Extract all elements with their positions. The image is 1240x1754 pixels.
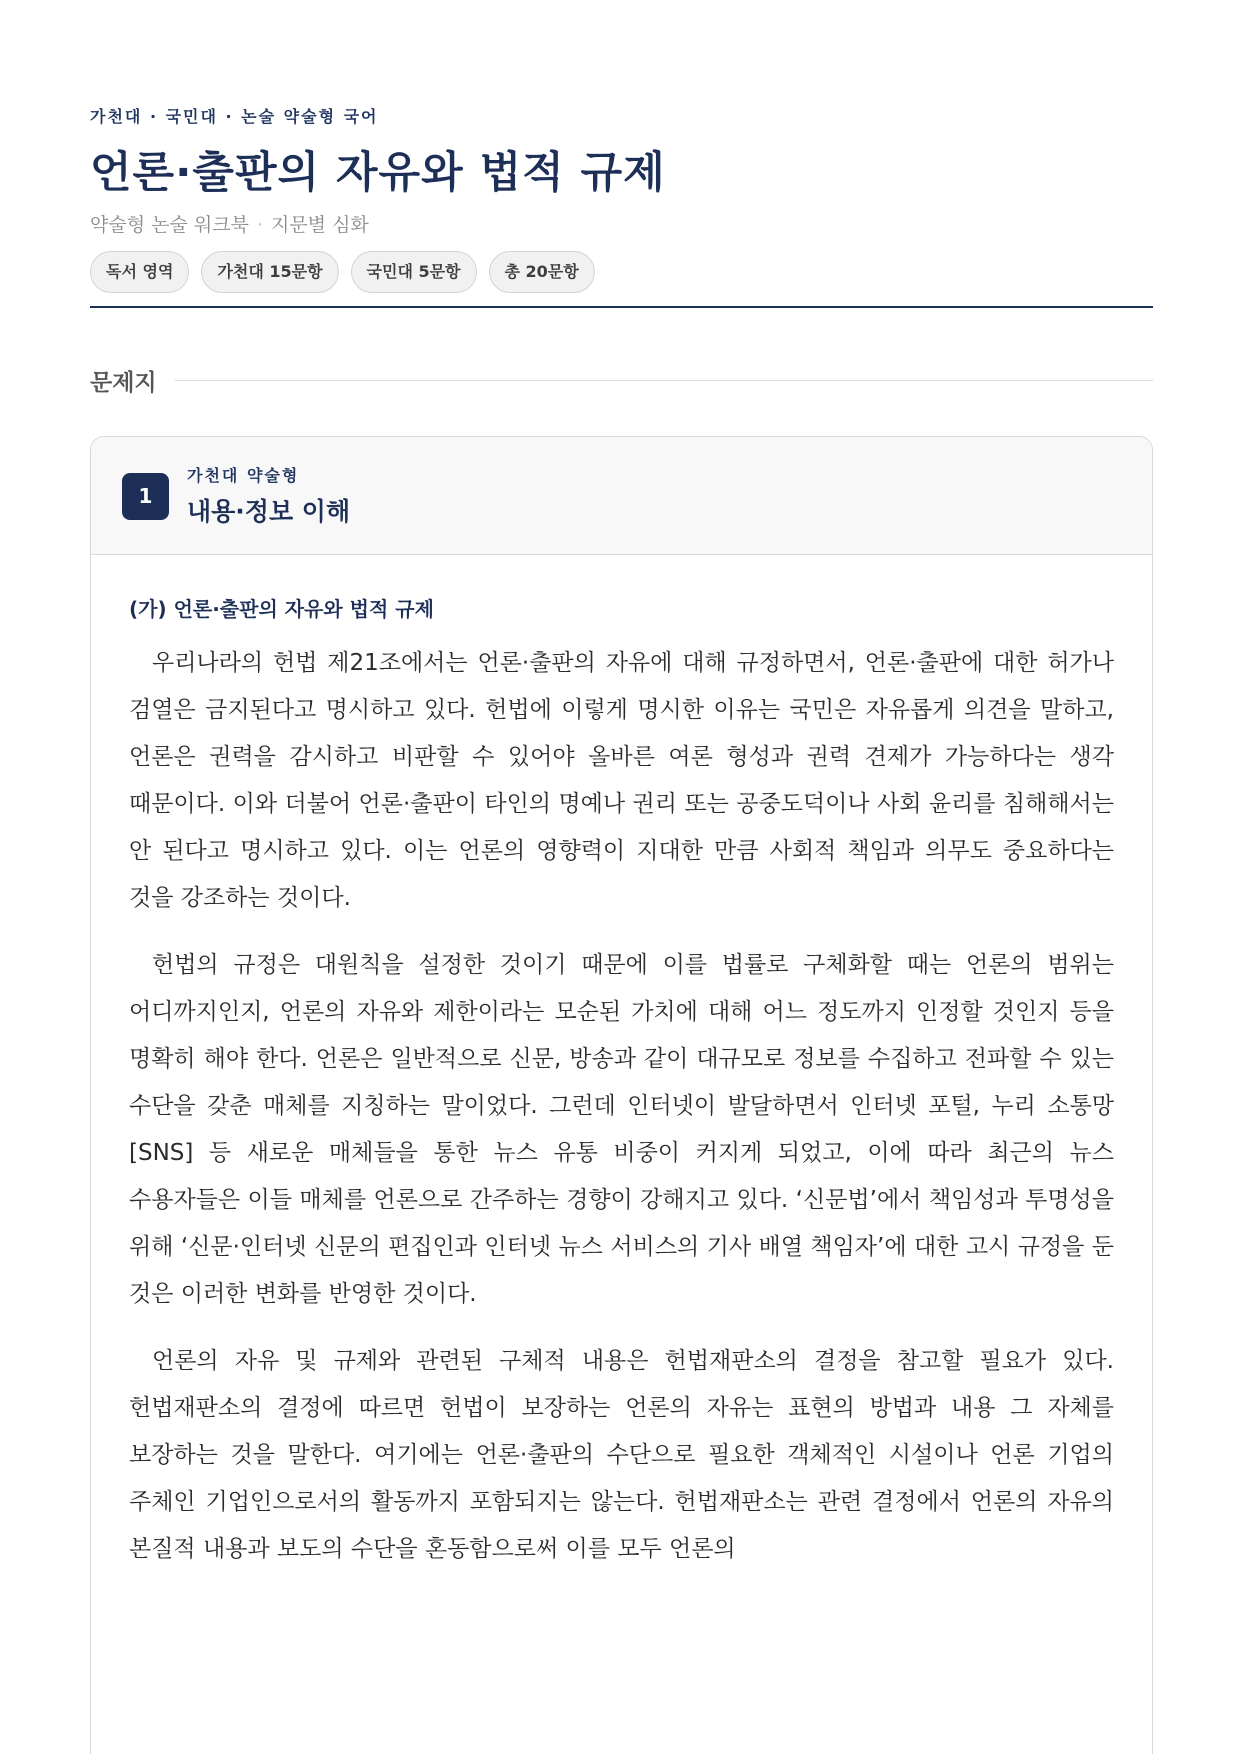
page-title: 언론·출판의 자유와 법적 규제: [90, 148, 666, 198]
passage-paragraph-2: 헌법의 규정은 대원칙을 설정한 것이기 때문에 이를 법률로 구체화할 때는 언론의 범위는 어디까지인지, 언론의 자유와 제한이라는 모순된 가치에 대해 어느 정도까지 인정할 것인지 등을 명확히 해야 한다. 언론은 일반적으로 신문, 방송과 같이 대규모로 정보를 수집하고 전파할 수 있는 수단을 갖춘 매체를 지칭하는 말이었다. 그런데 인터넷이 발달하면서 인터넷 포털, 누리 소통망[SNS] 등 새로운 매체들을 통한 뉴스 유통 비중이 커지게 되었고, 이에 따라 최근의 뉴스 수용자들은 이들 매체를 언론으로 간주하는 경향이 강해지고 있다. ‘신문법’에서 책임성과 투명성을 위해 ‘신문·인터넷 신문의 편집인과 인터넷 뉴스 서비스의 기사 배열 책임자’에 대한 고시 규정을 둔 것은 이러한 변화를 반영한 것이다.: [129, 952, 1114, 1307]
passage-paragraph-1: 우리나라의 헌법 제21조에서는 언론·출판의 자유에 대해 규정하면서, 언론·출판에 대한 허가나 검열은 금지된다고 명시하고 있다. 헌법에 이렇게 명시한 이유는 국민은 자유롭게 의견을 말하고, 언론은 권력을 감시하고 비판할 수 있어야 올바른 여론 형성과 권력 견제가 가능하다는 생각 때문이다. 이와 더불어 언론·출판이 타인의 명예나 권리 또는 공중도덕이나 사회 윤리를 침해해서는 안 된다고 명시하고 있다. 이는 언론의 영향력이 지대한 만큼 사회적 책임과 의무도 중요하다는 것을 강조하는 것이다.: [129, 650, 1114, 911]
question-kicker: 가천대 약술형: [187, 466, 300, 485]
subtitle-right: 지문별 심화: [270, 214, 369, 236]
question-number-badge: 1: [122, 473, 169, 520]
subtitle-left: 약술형 논술 워크북: [90, 214, 249, 236]
page-subtitle: [90, 210, 1153, 237]
passage-title: (가) 언론·출판의 자유와 법적 규제: [129, 597, 434, 621]
section-heading: [90, 364, 1153, 397]
tag-reading-area: 독서 영역: [90, 251, 189, 293]
page-header: [90, 104, 1153, 293]
subtitle-separator: ·: [256, 214, 263, 236]
tag-gachon-count: 가천대 15문항: [201, 251, 338, 293]
section-divider: [175, 380, 1153, 381]
passage-paragraph-3: 언론의 자유 및 규제와 관련된 구체적 내용은 헌법재판소의 결정을 참고할 필요가 있다. 헌법재판소의 결정에 따르면 헌법이 보장하는 언론의 자유는 표현의 방법과 내용 그 자체를 보장하는 것을 말한다. 여기에는 언론·출판의 수단으로 필요한 객체적인 시설이나 언론 기업의 주체인 기업인으로서의 활동까지 포함되지는 않는다. 헌법재판소는 관련 결정에서 언론의 자유의 본질적 내용과 보도의 수단을 혼동함으로써 이를 모두 언론의: [129, 1348, 1114, 1562]
tag-list: [90, 251, 1153, 293]
header-divider: [90, 306, 1153, 308]
question-title: 내용·정보 이해: [187, 497, 351, 526]
header-kicker: 가천대 · 국민대 · 논술 약술형 국어: [90, 107, 379, 126]
tag-kookmin-count: 국민대 5문항: [351, 251, 477, 293]
question-card-header: [91, 437, 1152, 555]
section-label: 문제지: [90, 370, 157, 396]
question-card: [90, 436, 1153, 1754]
tag-total-count: 총 20문항: [489, 251, 595, 293]
question-card-body: [91, 555, 1152, 1573]
